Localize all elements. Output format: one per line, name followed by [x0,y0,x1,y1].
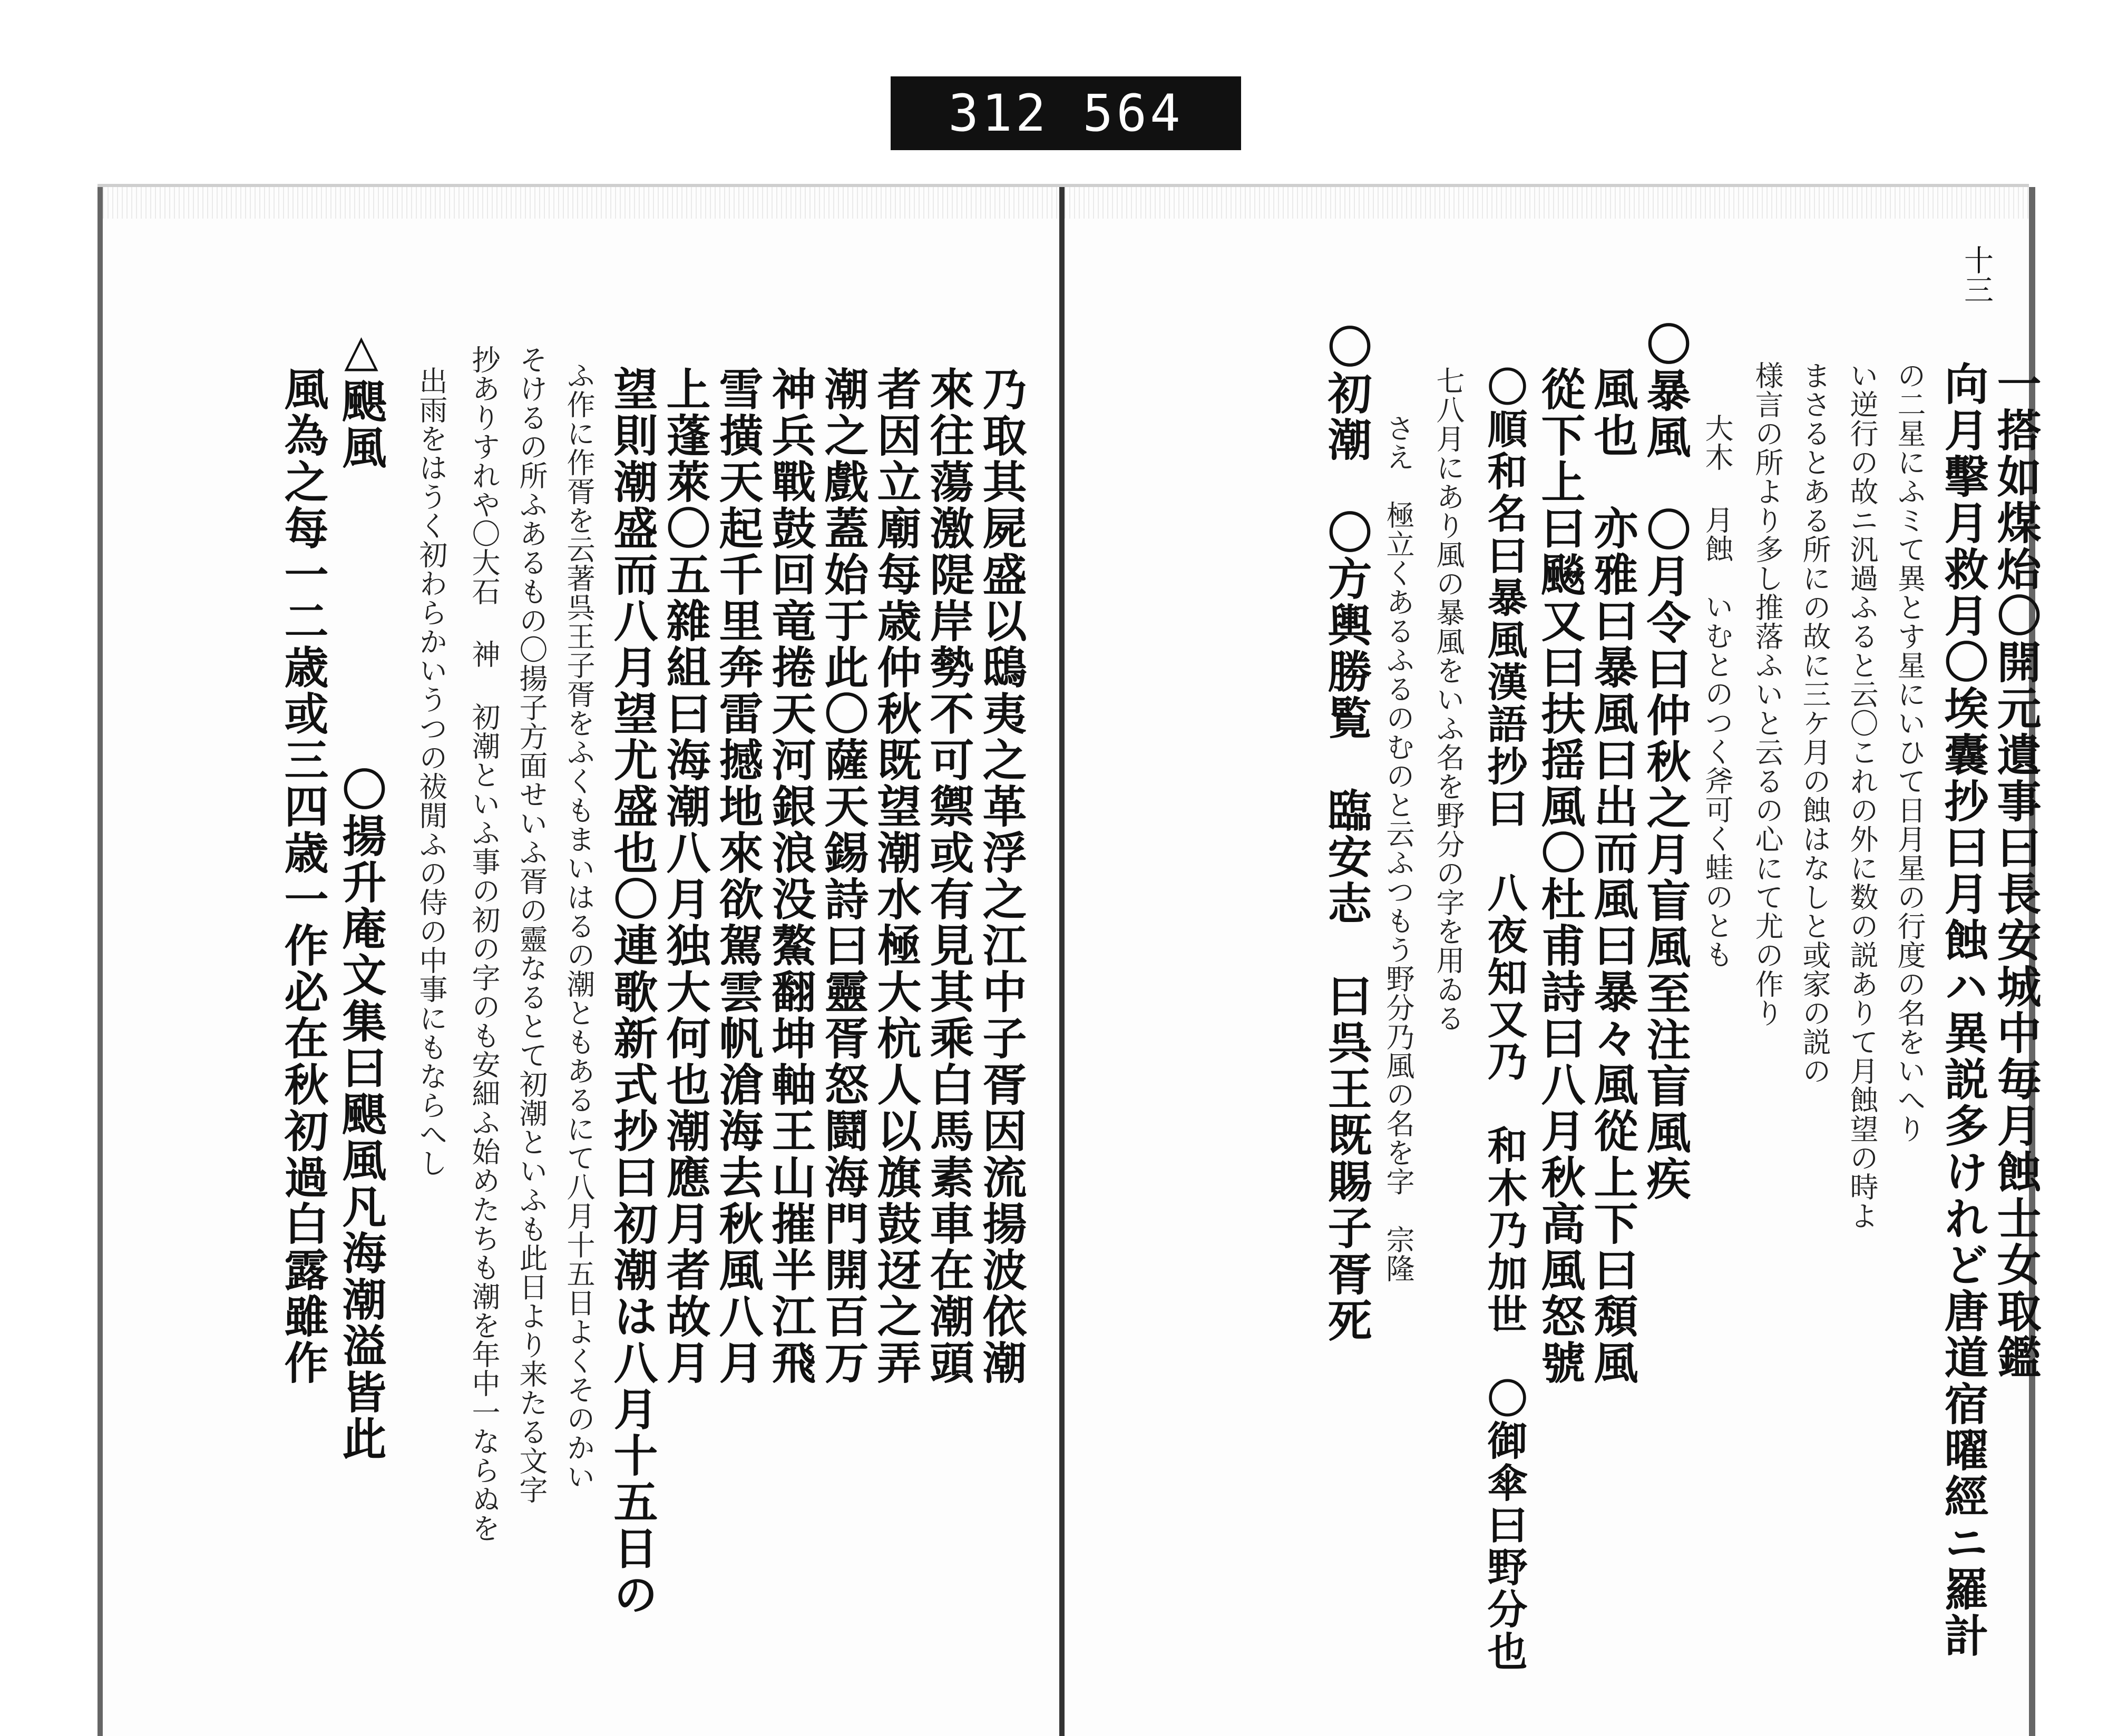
right-line-14: 〇初潮 〇方輿勝覧 臨安志 曰呉王既賜子胥死 [1321,324,1373,1344]
right-line-9: 風也 亦雅曰暴風曰出而風曰暴々風從上下曰頽風 [1587,366,1639,1386]
left-line-12: 出雨をはうく初わらかいうつの祓閒ふの侍の中事にもならへし [415,366,448,1178]
right-line-10: 從下上曰飈又曰扶揺風〇杜甫詩曰八月秋高風怒號 [1534,366,1586,1386]
open-book [97,187,2042,1736]
typhoon-source: 〇揚升庵文集曰颶風凡海潮溢皆此 [335,767,387,1462]
right-line-5: まさるとある所にの故に三ケ月の蝕はなしと或家の説の [1798,361,1831,1085]
page-edge-speckle [1065,187,2029,219]
call-number-label: 312 564 [891,76,1241,150]
folio-number: 十三 [1959,245,1994,304]
right-line-4: い逆行の故ニ汎過ふると云〇これの外に数の説ありて月蝕望の時よ [1846,361,1879,1230]
right-line-11: 〇順和名曰暴風漢語抄曰 八夜知又乃 和木乃加世 〇御傘曰野分也 [1481,366,1528,1673]
right-line-13: さえ 極立くあるふるのむのと云ふつもう野分乃風の名を字 宗隆 [1382,414,1415,1283]
right-line-8: 〇暴風 〇月令曰仲秋之月盲風至注盲風疾 [1639,321,1692,1202]
right-page [1065,187,2042,1736]
page-edge-speckle [103,187,1065,219]
right-line-7: 大木 月蝕 いむとのつく斧可く蛙のとも [1701,414,1734,969]
left-line-5: 神兵戰鼓回竜捲天河銀浪没鰲翻坤軸王山摧半江飛 [765,366,817,1386]
right-line-6: 様言の所より多し推落ふいと云るの心にて尤の作り [1751,361,1784,1027]
left-line-7: 上蓬萊〇五雜組曰海潮八月独大何也潮應月者故月 [659,366,711,1386]
right-line-12: 七八月にあり風の暴風をいふ名を野分の字を用ゐる [1432,366,1465,1033]
left-line-3: 者因立廟每歳仲秋既望潮水極大杭人以旗鼓迓之弄 [870,366,922,1386]
book-gutter [1059,187,1065,1736]
left-line-4: 潮之戲蓋始于此〇薩天錫詩曰靈胥怒鬪海門開百万 [817,366,870,1386]
left-line-2: 來往蕩激隄岸勢不可禦或有見其乘白馬素車在潮頭 [923,366,975,1386]
left-line-9: ふ作に作胥を云著呉王子胥をふくもまいはるの潮ともあるにて八月十五日よくそのかい [562,361,596,1491]
typhoon-body: 風為之每一二歳或三四歳一作必在秋初過白露雖作 [277,366,329,1386]
left-page [97,187,1065,1736]
left-line-8: 望則潮盛而八月望尤盛也〇連歌新式抄曰初潮は八月十五日の [607,366,659,1618]
left-line-6: 雪撗天起千里奔雷撼地來欲駕雲帆滄海去秋風八月 [712,366,764,1386]
left-line-11: 抄ありすれや〇大石 神 初潮といふ事の初の字のも安細ふ始めたちも潮を年中一ならぬを [467,345,501,1543]
left-line-10: そけるの所ふあるもの〇揚子方面せいふ胥の靈なるとて初潮といふも此日より来たる文字 [515,345,548,1504]
right-line-2: 向月擊月救月〇埃囊抄曰月蝕ハ異説多けれど唐道宿曜經ニ羅計 [1937,361,1989,1659]
left-line-1: 乃取其屍盛以鴟夷之革浮之江中子胥因流揚波依潮 [975,366,1028,1386]
right-line-1: 一搭如煤炲〇開元遺事曰長安城中毎月蝕士女取鑑 [1990,361,2042,1381]
right-line-3: の二星にふミて異とす星にいひて日月星の行度の名をいへり [1893,361,1926,1143]
typhoon-heading: △颶風 [335,324,387,471]
